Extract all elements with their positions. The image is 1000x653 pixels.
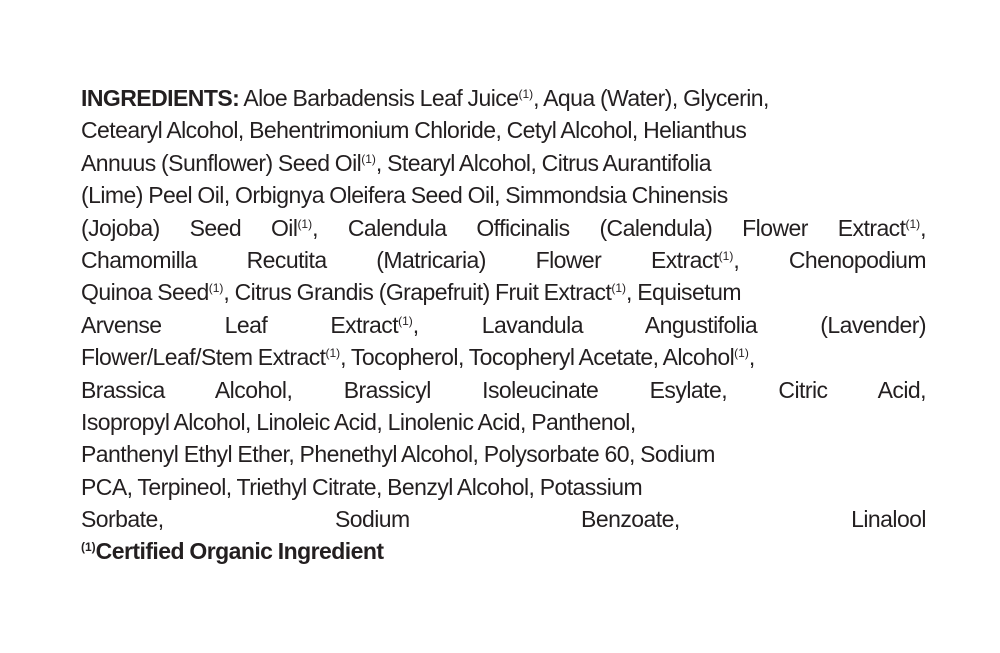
ingredient-text: Cetearyl Alcohol, Behentrimonium Chloride, Cetyl Alcohol, Helianthus [81,117,747,144]
organic-marker: (1) [611,281,627,296]
ingredients-label [81,82,926,568]
ingredient-text: PCA, Terpineol, Triethyl Citrate, Benzyl Alcohol, Potassium [81,473,643,500]
organic-marker: (1) [297,216,313,231]
footnote [81,535,926,567]
ingredient-text: Chamomilla Recutita (Matricaria) Flower Extract [81,246,719,273]
ingredient-text: , Chenopodium [733,246,927,273]
organic-marker: (1) [518,87,534,101]
ingredient-text: Arvense Leaf Extract [81,311,399,338]
ingredient-text: Isopropyl Alcohol, Linoleic Acid, Linolenic Acid, Panthenol, [81,408,636,435]
ingredient-text: , Lavandula Angustifolia (Lavender) [412,311,926,338]
ingredient-text: Aloe Barbadensis Leaf Juice [243,85,519,111]
organic-marker: (1) [718,248,734,263]
ingredient-line [81,179,926,211]
organic-marker: (1) [905,216,921,231]
ingredient-line [81,438,926,470]
ingredient-line [81,406,926,438]
ingredient-line [81,503,926,535]
ingredient-text: Quinoa Seed [81,279,209,306]
ingredient-text: , Tocopherol, Tocopheryl Acetate, Alcohol [340,344,735,371]
ingredient-line [81,244,926,276]
ingredient-text: Brassica Alcohol, Brassicyl Isoleucinate Esylate, Citric Acid, [81,376,926,403]
organic-marker: (1) [208,281,224,296]
ingredient-text: , Citrus Grandis (Grapefruit) Fruit Extract [223,279,612,306]
ingredient-line [81,82,926,114]
ingredient-line [81,212,926,244]
ingredient-text: (Jojoba) Seed Oil [81,214,298,241]
ingredient-list [81,82,926,535]
ingredient-text: , Equisetum [626,279,741,306]
organic-marker: (1) [734,346,749,361]
ingredient-line [81,147,926,179]
ingredient-text: , Aqua (Water), Glycerin, [533,85,769,111]
ingredient-text: , Stearyl Alcohol, Citrus Aurantifolia [375,149,711,176]
ingredient-text: , [920,214,926,241]
ingredient-text: , [748,344,755,371]
organic-marker: (1) [325,346,341,361]
footnote-text: Certified Organic Ingredient [95,538,384,565]
ingredient-text: Annuus (Sunflower) Seed Oil [81,149,362,176]
ingredient-line [81,471,926,503]
ingredients-heading: INGREDIENTS: [81,85,240,111]
organic-marker: (1) [361,151,376,166]
ingredient-line [81,276,926,308]
organic-marker: (1) [398,313,413,328]
ingredient-line [81,309,926,341]
footnote-marker: (1) [81,540,96,555]
ingredient-text: Sorbate, Sodium Benzoate, Linalool [81,506,926,533]
ingredient-text: Panthenyl Ethyl Ether, Phenethyl Alcohol, Polysorbate 60, Sodium [81,441,715,468]
ingredient-text: (Lime) Peel Oil, Orbignya Oleifera Seed Oil, Simmondsia Chinensis [81,182,728,209]
ingredient-line [81,374,926,406]
ingredient-line [81,114,926,146]
ingredient-text: Flower/Leaf/Stem Extract [81,344,326,371]
ingredient-text: , Calendula Officinalis (Calendula) Flower Extract [312,214,906,241]
ingredient-line [81,341,926,373]
